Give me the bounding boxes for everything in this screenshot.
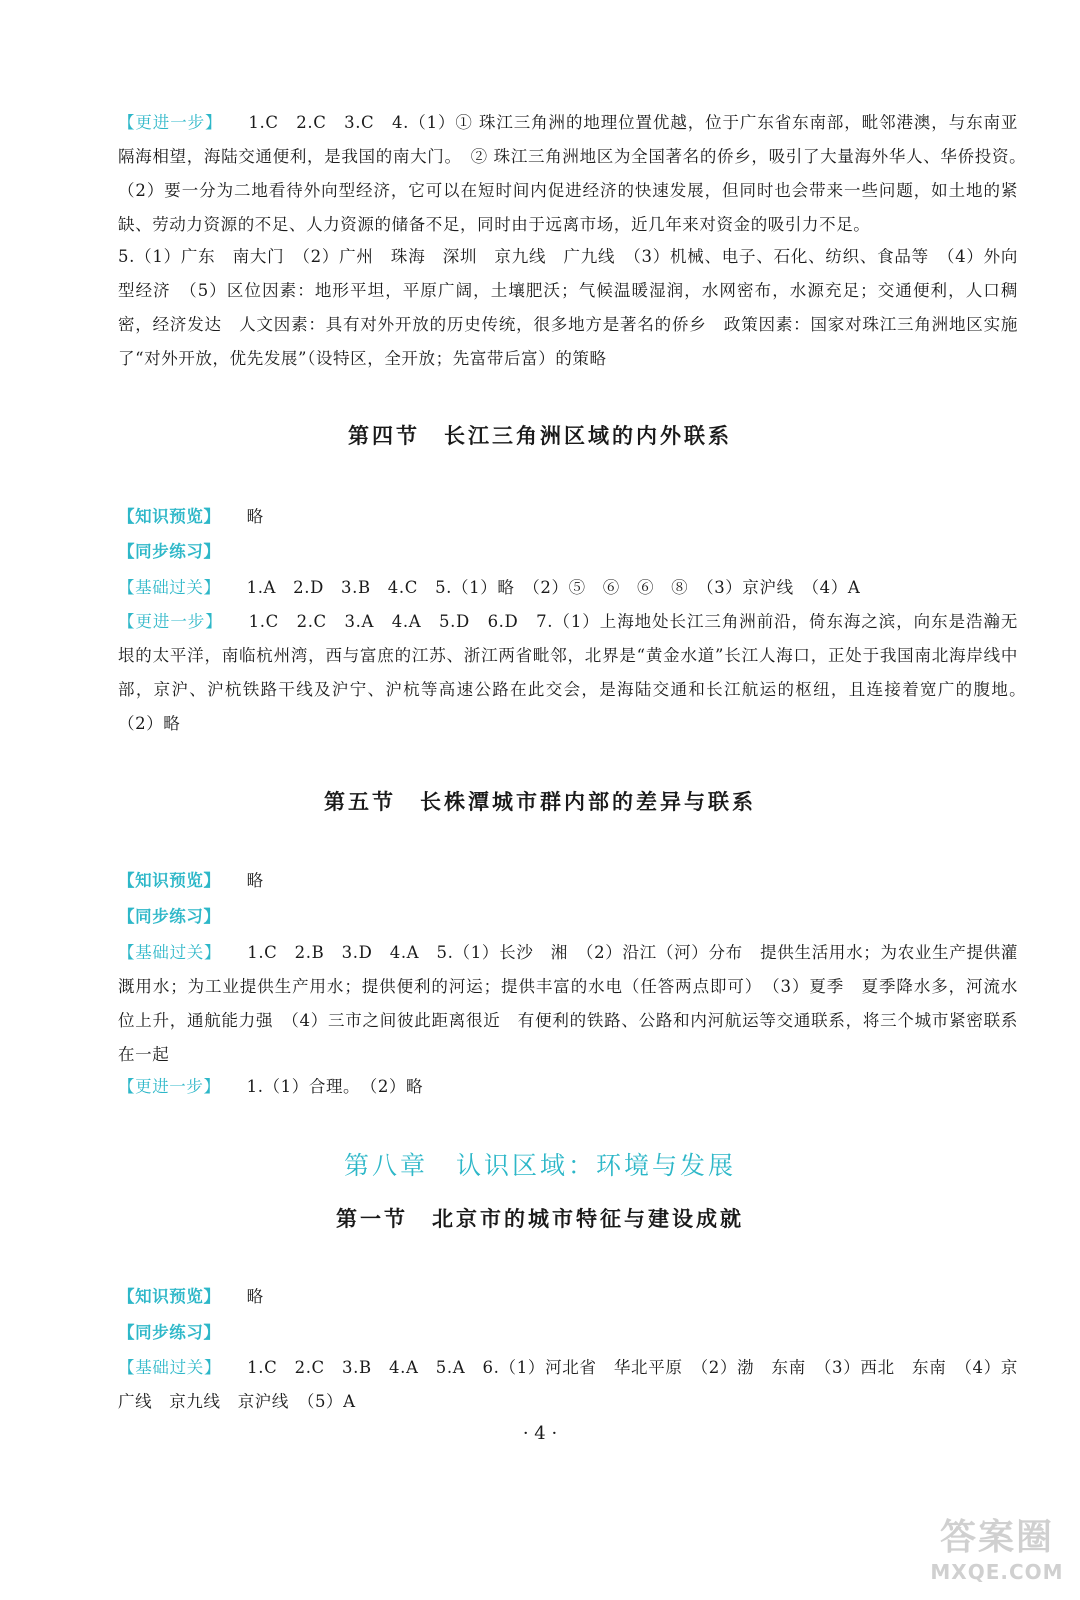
preview-tag: 【知识预览】 <box>118 871 221 890</box>
preview-tag: 【知识预览】 <box>118 507 221 526</box>
practice-tag: 【同步练习】 <box>118 1323 221 1342</box>
basic-tag: 【基础过关】 <box>118 1358 222 1377</box>
practice-tag: 【同步练习】 <box>118 907 221 926</box>
practice-tag: 【同步练习】 <box>118 542 221 561</box>
watermark-logo <box>922 1516 1072 1594</box>
sec5-basic-text: 1.C 2.B 3.D 4.A 5.（1）长沙 湘 （2）沿江（河）分布 提供生活用水；为农业生产提供灌溉用水；为工业提供生产用水；提供便利的河运；提供丰富的水电（任答两点即可） （3）夏季 夏季降水多，河流水位上升，通航能力强 （4）三市之间彼此距离很近 有便利的铁路、公路和内河航运等交通联系，将三个城市紧密联系在一起 <box>118 943 1018 1064</box>
sec5-preview-text: 略 <box>246 871 264 890</box>
ch8-basic-block <box>118 1351 1018 1419</box>
sec5-practice-line <box>118 900 247 934</box>
section4-title: 第四节 长江三角洲区域的内外联系 <box>348 423 732 448</box>
sec4-advance-block <box>118 605 1036 741</box>
chapter8-title: 第八章 认识区域：环境与发展 <box>343 1151 736 1180</box>
section5-title: 第五节 长株潭城市群内部的差异与联系 <box>324 789 756 814</box>
watermark-text: 答案圈 <box>939 1517 1054 1558</box>
ch8-basic-text: 1.C 2.C 3.B 4.A 5.A 6.（1）河北省 华北平原 （2）渤 东南 （3）西北 东南 （4）京广线 京九线 京沪线 （5）A <box>118 1358 1018 1411</box>
ch8-practice-line <box>118 1316 247 1350</box>
sec4-preview-line <box>118 500 264 534</box>
advance-answers-text: 1.C 2.C 3.C 4.（1）① 珠江三角洲的地理位置优越，位于广东省东南部，毗邻港澳，与东南亚隔海相望，海陆交通便利，是我国的南大门。 ② 珠江三角洲地区为全国著名的侨乡，吸引了大量海外华人、华侨投资。 （2）要一分为二地看待外向型经济，它可以在短时间内促进经济的快速发展，但同时也会带来一些问题，如土地的紧缺、劳动力资源的不足、人力资源的储备不足，同时由于远离市场，近几年来对资金的吸引力不足。 <box>118 113 1036 234</box>
advance-answers-block <box>118 106 1036 242</box>
ch8-preview-text: 略 <box>246 1287 264 1306</box>
question5-text: 5.（1）广东 南大门 （2）广州 珠海 深圳 京九线 广九线 （3）机械、电子、石化、纺织、食品等 （4）外向型经济 （5）区位因素：地形平坦，平原广阔，土壤肥沃；气候温暖湿润，水网密布，水源充足；交通便利，人口稠密，经济发达 人文因素：具有对外开放的历史传统，很多地方是著名的侨乡 政策因素：国家对珠江三角洲地区实施了“对外开放，优先发展”（设特区，全开放；先富带后富）的策略 <box>118 247 1018 368</box>
watermark-url: MXQE.COM <box>930 1560 1064 1584</box>
sec4-advance-text: 1.C 2.C 3.A 4.A 5.D 6.D 7.（1）上海地处长江三角洲前沿，倚东海之滨，向东是浩瀚无垠的太平洋，南临杭州湾，西与富庶的江苏、浙江两省毗邻，北界是“黄金水道”长江人海口，正处于我国南北海岸线中部，京沪、沪杭铁路干线及沪宁、沪杭等高速公路在此交会，是海陆交通和长江航运的枢纽，且连接着宽广的腹地。 （2）略 <box>118 612 1036 733</box>
advance-tag: 【更进一步】 <box>118 1077 221 1096</box>
sec4-basic-line <box>118 571 860 605</box>
advance-tag: 【更进一步】 <box>118 113 223 132</box>
sec5-basic-block <box>118 936 1018 1072</box>
basic-tag: 【基础过关】 <box>118 943 222 962</box>
sec4-basic-text: 1.A 2.D 3.B 4.C 5.（1）略 （2）⑤ ⑥ ⑥ ⑧ （3）京沪线 （4）A <box>246 578 861 597</box>
basic-tag: 【基础过关】 <box>118 578 221 597</box>
sec5-preview-line <box>118 864 264 898</box>
advance-tag: 【更进一步】 <box>118 612 223 631</box>
page-number: · 4 · <box>522 1423 558 1444</box>
sec4-preview-text: 略 <box>246 507 264 526</box>
sec5-advance-text: 1.（1）合理。 （2）略 <box>246 1077 424 1096</box>
preview-tag: 【知识预览】 <box>118 1287 221 1306</box>
question5-answers <box>118 240 1018 376</box>
chapter8-section1-title: 第一节 北京市的城市特征与建设成就 <box>336 1206 744 1231</box>
sec4-practice-line <box>118 535 247 569</box>
ch8-preview-line <box>118 1280 264 1314</box>
sec5-advance-line <box>118 1070 423 1104</box>
